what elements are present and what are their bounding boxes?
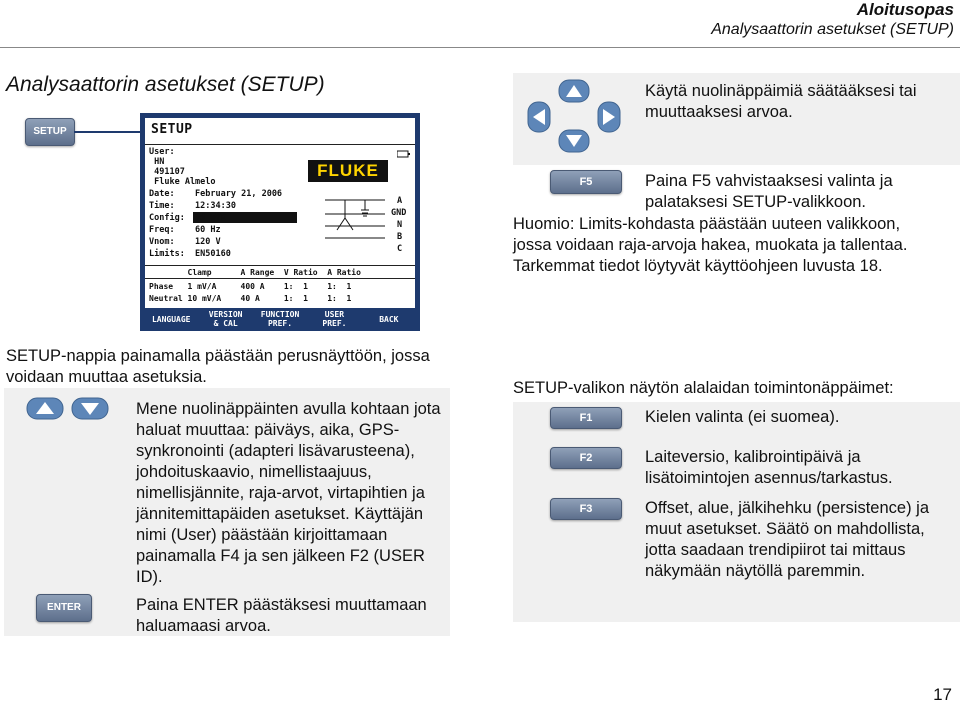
screen-title: SETUP [151, 122, 193, 137]
phase-label: A [397, 196, 403, 206]
function-keys-heading: SETUP-valikon näytön alalaidan toimintonäppäimet: [513, 379, 894, 397]
arrows-text: Käytä nuolinäppäimiä säätääksesi tai muuttaaksesi arvoa. [645, 82, 917, 121]
f5-key: F5 [550, 170, 622, 194]
connector-line [74, 131, 140, 133]
up-down-keys-icon [26, 397, 110, 421]
screen-function-keys [145, 309, 415, 329]
header-divider [0, 47, 960, 48]
f3-key: F3 [550, 498, 622, 520]
screen-row: Time: 12:34:30 [149, 201, 236, 211]
intro-text: SETUP-nappia painamalla päästään perusnäyttöön, jossa voidaan muuttaa asetuksia. [6, 347, 430, 386]
table-rule [145, 265, 415, 266]
table-header: Clamp A Range V Ratio A Ratio [149, 268, 361, 277]
fkey-user-pref: USER PREF. [322, 310, 347, 328]
page-number: 17 [933, 685, 952, 704]
header-title: Aloitusopas [856, 0, 954, 19]
screen-row: Fluke Almelo [149, 177, 216, 187]
screen-row: User: [149, 147, 175, 157]
phase-label: C [397, 244, 403, 254]
f2-text: Laiteversio, kalibrointipäivä ja lisätoimintojen asennus/tarkastus. [645, 448, 893, 487]
phase-label: GND [391, 208, 407, 218]
enter-text: Paina ENTER päästäksesi muuttamaan haluamaasi arvoa. [136, 596, 427, 635]
screen-title-rule [145, 144, 415, 145]
battery-icon [397, 150, 411, 158]
fkey-version-cal: VERSION & CAL [208, 310, 243, 328]
screen-row-config: Config: 3Ø WYE [149, 213, 226, 223]
enter-key: ENTER [36, 594, 92, 622]
screen-row: Vnom: 120 V [149, 237, 221, 247]
screen-row: Date: February 21, 2006 [149, 189, 283, 199]
fkey-back: BACK [379, 314, 399, 324]
screen-row: HN [149, 157, 165, 167]
header-subtitle: Analysaattorin asetukset (SETUP) [711, 21, 954, 38]
f3-text: Offset, alue, jälkihehku (persistence) ja muut asetukset. Säätö on mahdollista, jotta saadaan trendipiirot tai mittaus näkymään näytöllä paremmin. [645, 499, 930, 580]
table-rule [145, 278, 415, 279]
wiring-diagram-icon [315, 188, 395, 248]
screen-row: Freq: 60 Hz [149, 225, 221, 235]
screen-row: 491107 [149, 167, 185, 177]
setup-key [25, 118, 75, 146]
arrow-keys-icon [527, 78, 621, 154]
table-row: Phase 1 mV/A 400 A 1: 1 1: 1 [149, 282, 352, 291]
fkey-function-pref: FUNCTION PREF. [260, 310, 300, 328]
screen-row: Limits: EN50160 [149, 249, 231, 259]
phase-label: N [397, 220, 403, 230]
page-title: Analysaattorin asetukset (SETUP) [6, 73, 325, 96]
nav-text: Mene nuolinäppäinten avulla kohtaan jota haluat muuttaa: päiväys, aika, GPS-synkronointi (adapteri lisävarusteena), johdoituskaavio, nimellistaajuus, nimellisjännite, raja-arvot, virtapihtien ja jännitemittapäiden asetukset. Käyttäjän nimi (User) päästään kirjoittamaan painamalla F4 ja sen jälkeen F2 (USER ID). [136, 400, 441, 586]
f2-key: F2 [550, 447, 622, 469]
f5-text: Paina F5 vahvistaaksesi valinta ja palataksesi SETUP-valikkoon. [645, 172, 893, 211]
table-row: Neutral 10 mV/A 40 A 1: 1 1: 1 [149, 294, 352, 303]
f1-text: Kielen valinta (ei suomea). [645, 408, 840, 426]
fkey-language: LANGUAGE [151, 314, 191, 324]
f1-key: F1 [550, 407, 622, 429]
phase-label: B [397, 232, 403, 242]
fluke-logo: FLUKE [308, 160, 388, 182]
setup-key-label: SETUP [33, 126, 67, 137]
limits-note: Huomio: Limits-kohdasta päästään uuteen valikkoon, jossa voidaan raja-arvoja hakea, muokata ja tallentaa. Tarkemmat tiedot löytyvät käyttöohjeen luvusta 18. [513, 215, 908, 275]
instrument-screen [140, 113, 420, 331]
